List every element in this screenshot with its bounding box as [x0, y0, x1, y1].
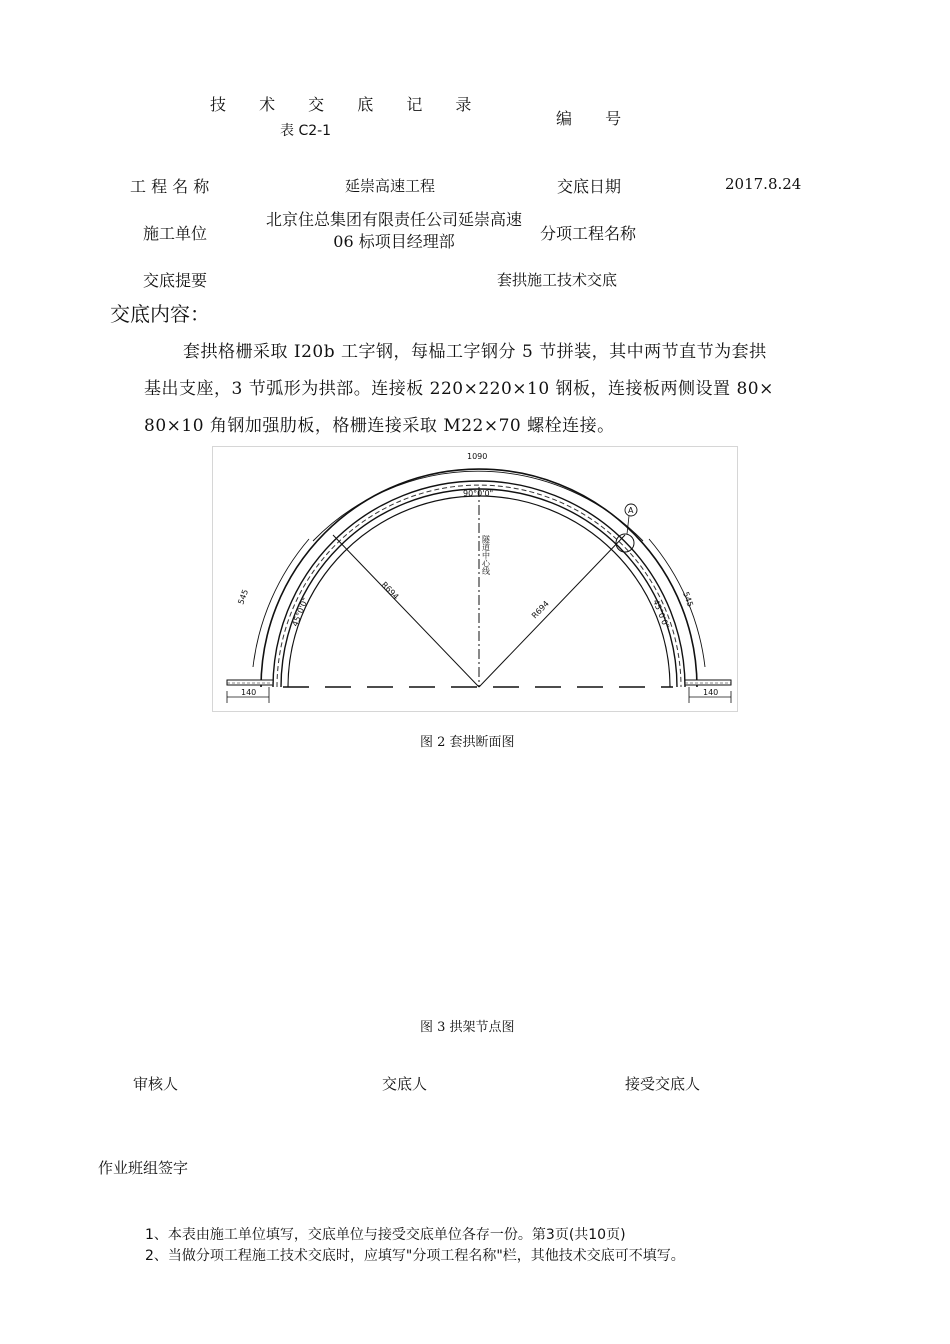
angle-right-text: 45°0'0" [651, 598, 671, 630]
reviewer-label: 审核人 [133, 1075, 179, 1093]
arc-right-text: 545 [681, 590, 695, 609]
base-plate-left [227, 680, 273, 685]
top-dim-text: 1090 [467, 452, 488, 461]
unit-label: 施工单位 [143, 224, 208, 243]
base-right-text: 140 [703, 688, 719, 697]
project-name-label: 工 程 名 称 [130, 177, 210, 196]
note-line: 1、本表由施工单位填写，交底单位与接受交底单位各存一份。第3页(共10页) [145, 1227, 626, 1243]
subproject-label: 分项工程名称 [540, 224, 637, 243]
note-line: 2、当做分项工程施工技术交底时，应填写"分项工程名称"栏，其他技术交底可不填写。 [145, 1248, 685, 1264]
number-label: 编 号 [556, 109, 622, 128]
radius-left-text: R694 [379, 580, 401, 602]
content-line: 80×10 角钢加强肋板，格栅连接采取 M22×70 螺栓连接。 [144, 416, 615, 436]
form-code: 表 C2-1 [280, 123, 332, 139]
date-label: 交底日期 [557, 177, 622, 196]
summary-value: 套拱施工技术交底 [497, 271, 618, 289]
radius-right-text: R694 [529, 599, 551, 621]
centerline-label: 隧道中心线 [481, 535, 491, 575]
content-line: 基出支座，3 节弧形为拱部。连接板 220×220×10 钢板，连接板两侧设置 80× [144, 379, 774, 399]
angle-left-text: 45°0'0" [290, 596, 311, 628]
crown-angle-text: 90°0'0" [463, 489, 494, 498]
fig2-caption: 图 2 套拱断面图 [420, 735, 515, 750]
arc-left-text: 545 [236, 588, 251, 606]
form-title: 技 术 交 底 记 录 [210, 95, 486, 114]
receiver-label: 接受交底人 [625, 1075, 701, 1093]
content-heading: 交底内容： [110, 302, 210, 326]
arch-section-drawing [212, 446, 738, 712]
project-name-value: 延崇高速工程 [345, 177, 436, 195]
radius-line-right [479, 535, 625, 687]
detail-mark: A [628, 506, 634, 515]
radius-line-left [333, 535, 479, 687]
date-value: 2017.8.24 [725, 175, 802, 193]
presenter-label: 交底人 [382, 1075, 428, 1093]
base-left-text: 140 [241, 688, 257, 697]
base-plate-right [685, 680, 731, 685]
fig3-caption: 图 3 拱架节点图 [420, 1020, 515, 1035]
unit-value: 北京住总集团有限责任公司延崇高速 06 标项目经理部 [266, 210, 523, 251]
detail-leader [627, 516, 629, 534]
content-line: 套拱格栅采取 I20b 工字钢，每榀工字钢分 5 节拼装，其中两节直节为套拱 [183, 342, 767, 362]
team-signature-label: 作业班组签字 [98, 1159, 189, 1177]
detail-circle [616, 534, 634, 552]
summary-label: 交底提要 [143, 271, 208, 290]
